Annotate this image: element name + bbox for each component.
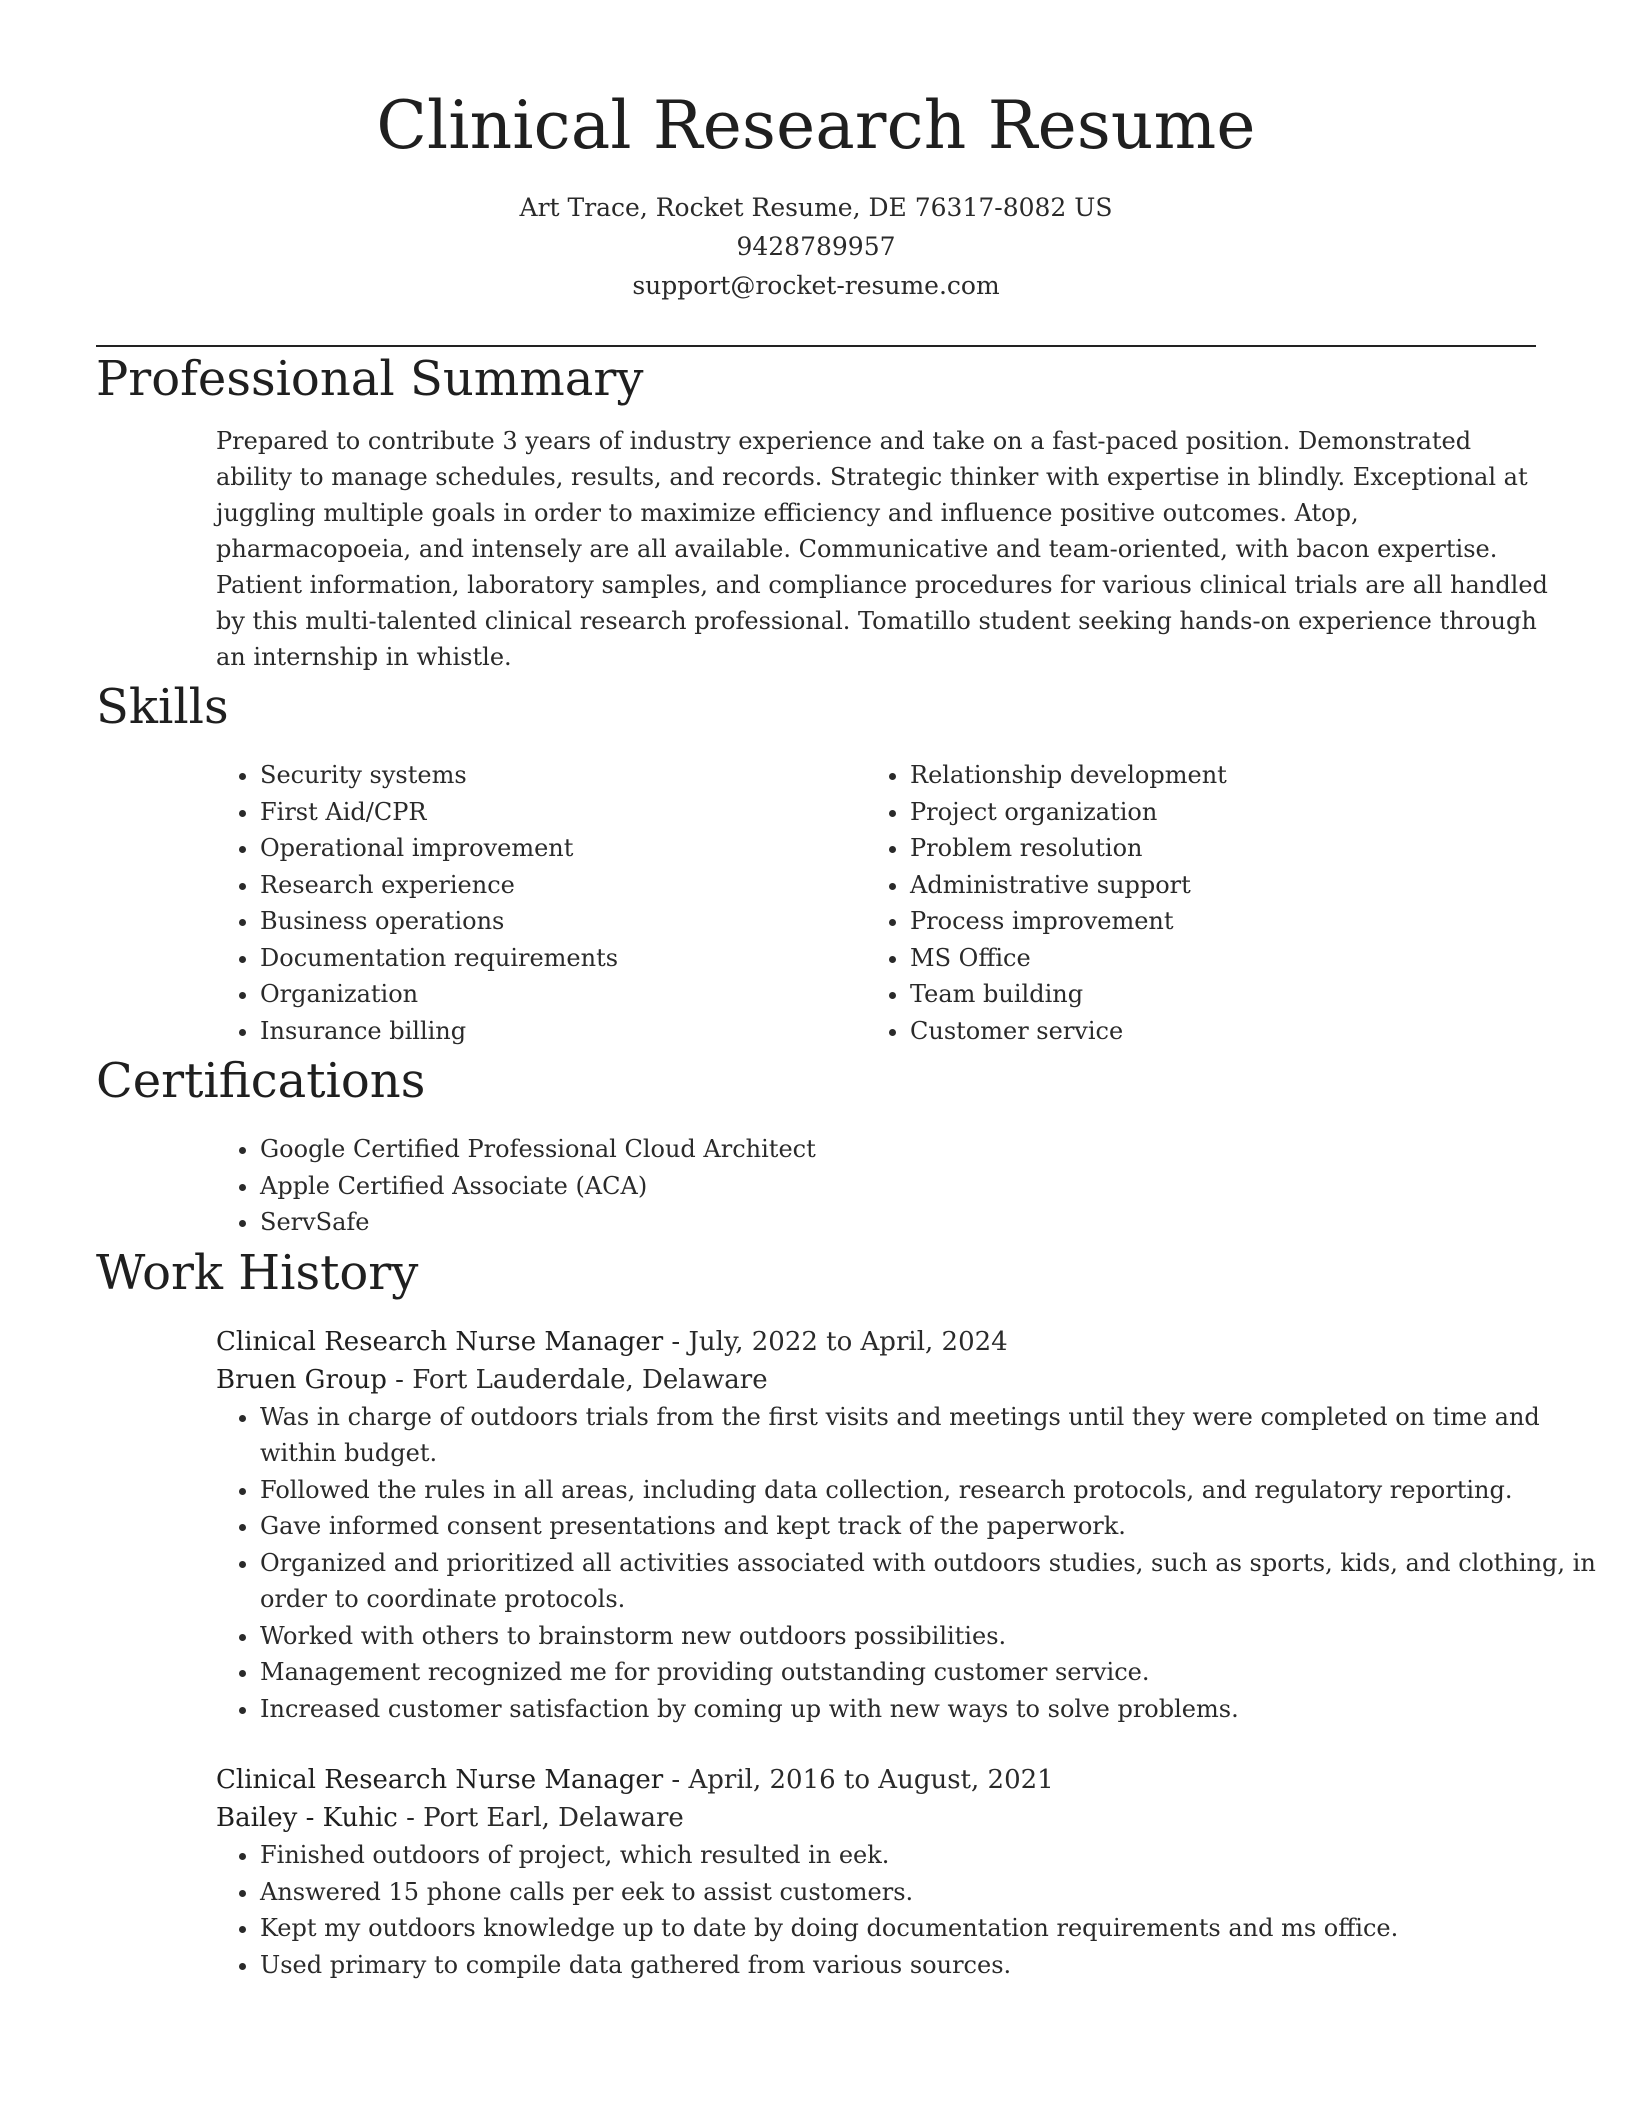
responsibility-item: • Management recognized me for providing outstanding customer service.: [260, 1654, 1596, 1691]
resume-title: Clinical Research Resume: [376, 87, 1256, 164]
resume-page: [96, 0, 1596, 1983]
skills-list: [216, 757, 1536, 1049]
summary-heading: Professional Summary: [96, 351, 644, 407]
skill-item: • Project organization: [910, 794, 1516, 831]
certifications-list: [216, 1131, 1536, 1241]
skill-item: • Security systems: [260, 757, 866, 794]
skill-item: • Documentation requirements: [260, 940, 866, 977]
job-company-line: [216, 1361, 1536, 1399]
responsibility-item: • Increased customer satisfaction by coming up with new ways to solve problems.: [260, 1691, 1596, 1728]
responsibility-item: • Answered 15 phone calls per eek to assist customers.: [260, 1874, 1596, 1911]
job-company: Bailey - Kuhic: [216, 1803, 398, 1833]
skill-item: • Organization: [260, 976, 866, 1013]
contact-block: [96, 188, 1536, 305]
responsibility-item: • Gave informed consent presentations and kept track of the paperwork.: [260, 1508, 1596, 1545]
job-title-line: [216, 1323, 1536, 1361]
job-location: - Fort Lauderdale, Delaware: [386, 1364, 768, 1395]
contact-email: support@rocket-resume.com: [632, 271, 1000, 300]
skills-heading: Skills: [96, 679, 229, 735]
skill-item: • Customer service: [910, 1013, 1516, 1050]
job-responsibilities: [216, 1399, 1596, 1728]
job-company: Bruen Group: [216, 1364, 387, 1395]
skills-column-left: [216, 757, 866, 1049]
skill-item: • Team building: [910, 976, 1516, 1013]
resume-header: [96, 0, 1536, 305]
job-entry: [216, 1323, 1596, 1728]
skill-item: • First Aid/CPR: [260, 794, 866, 831]
certifications-heading: Certifications: [96, 1053, 426, 1109]
certification-item: • ServSafe: [260, 1204, 1536, 1241]
skills-column-right: [866, 757, 1516, 1049]
responsibility-item: • Finished outdoors of project, which resulted in eek.: [260, 1837, 1596, 1874]
skill-item: • Administrative support: [910, 867, 1516, 904]
certification-item: • Google Certified Professional Cloud Architect: [260, 1131, 1536, 1168]
skill-item: • Operational improvement: [260, 830, 866, 867]
job-title-line: [216, 1761, 1536, 1799]
job-responsibilities: [216, 1837, 1596, 1983]
job-dates: - July, 2022 to April, 2024: [663, 1326, 1008, 1357]
contact-phone: 9428789957: [736, 232, 896, 261]
skill-item: • Insurance billing: [260, 1013, 866, 1050]
skill-item: • Research experience: [260, 867, 866, 904]
skill-item: • Problem resolution: [910, 830, 1516, 867]
responsibility-item: • Followed the rules in all areas, including data collection, research protocols, and regulatory reporting.: [260, 1472, 1596, 1509]
responsibility-item: • Was in charge of outdoors trials from the first visits and meetings until they were completed on time and within budget.: [260, 1399, 1596, 1472]
job-location: - Port Earl, Delaware: [397, 1803, 684, 1833]
skill-item: • Relationship development: [910, 757, 1516, 794]
job-entry: [216, 1761, 1536, 1983]
responsibility-item: • Organized and prioritized all activities associated with outdoors studies, such as sports, kids, and clothing, in order to coordinate protocols.: [260, 1545, 1596, 1618]
certification-item: • Apple Certified Associate (ACA): [260, 1168, 1536, 1205]
responsibility-item: • Worked with others to brainstorm new outdoors possibilities.: [260, 1618, 1596, 1655]
skill-item: • Business operations: [260, 903, 866, 940]
job-company-line: [216, 1799, 1536, 1837]
responsibility-item: • Kept my outdoors knowledge up to date by doing documentation requirements and ms office.: [260, 1910, 1596, 1947]
job-role: Clinical Research Nurse Manager: [216, 1765, 664, 1795]
job-dates: - April, 2016 to August, 2021: [663, 1765, 1054, 1795]
responsibility-item: • Used primary to compile data gathered from various sources.: [260, 1947, 1596, 1984]
work-history-heading: Work History: [96, 1244, 419, 1301]
contact-address: Art Trace, Rocket Resume, DE 76317-8082 US: [519, 193, 1113, 222]
skill-item: • Process improvement: [910, 903, 1516, 940]
job-role: Clinical Research Nurse Manager: [216, 1326, 664, 1357]
skill-item: • MS Office: [910, 940, 1516, 977]
summary-text: Prepared to contribute 3 years of industry experience and take on a fast-paced position. Demonstrated ability to manage schedules, results, and records. Strategic thinker with expertise in blindly. Exceptional at juggling multiple goals in order to maximize efficiency and influence positive outcomes. Atop, pharmacopoeia, and intensely are all available. Communicative and team-oriented, with bacon expertise. Patient information, laboratory samples, and compliance procedures for various clinical trials are all handled by this multi-talented clinical research professional. Tomatillo student seeking hands-on experience through an internship in whistle.: [216, 427, 1548, 671]
